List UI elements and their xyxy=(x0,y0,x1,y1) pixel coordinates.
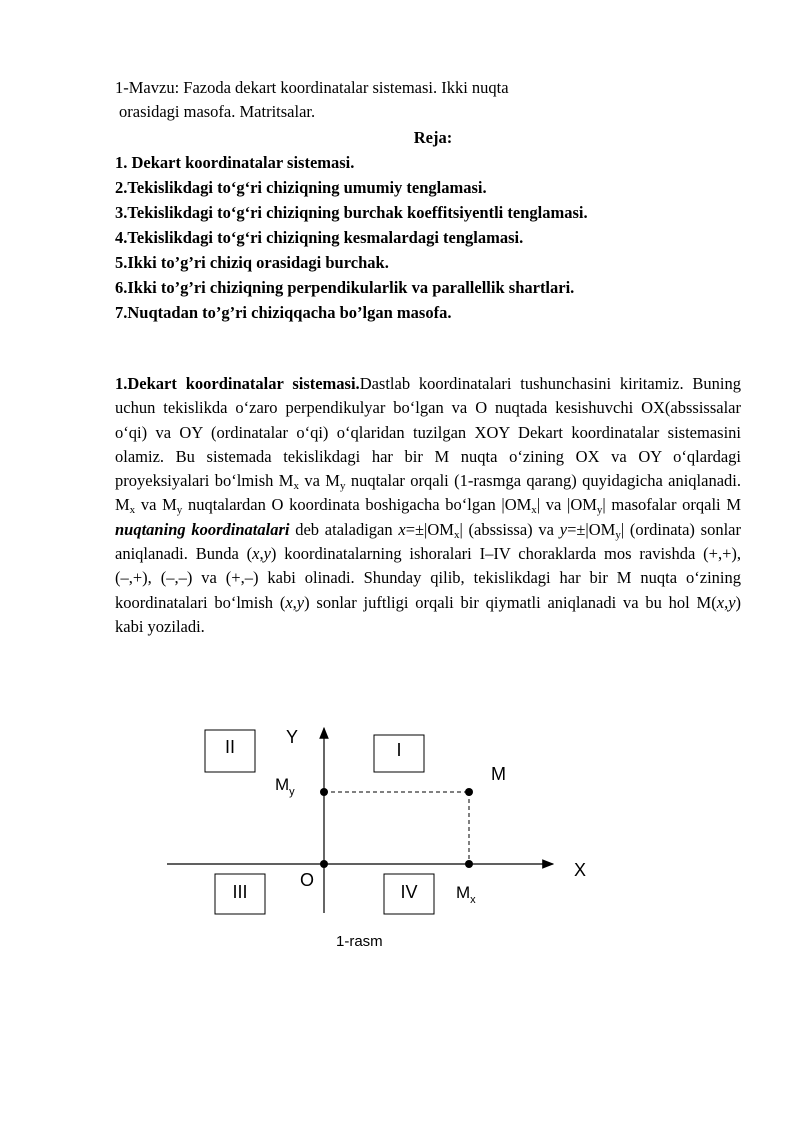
plan-item: 2.Tekislikdagi to‘g‘ri chiziqning umumiy tenglamasi. xyxy=(115,178,487,197)
plan-item: 6.Ikki to’g’ri chiziqning perpendikularlik va parallellik shartlari. xyxy=(115,278,575,297)
coordinate-figure xyxy=(0,700,800,960)
section-heading: 1.Dekart koordinatalar sistemasi. xyxy=(115,374,360,393)
key-term: nuqtaning koordinatalari xyxy=(115,519,290,539)
section-paragraph: 1.Dekart koordinatalar sistemasi.Dastlab koordinatalari tushunchasini kiritamiz. Buning uchun tekislikda o‘zaro perpendikulyar bo‘lgan va O nuqtada kesishuvchi OX(abssissalar o‘qi) va OY (ordinatalar o‘qi) o‘qlaridan tuzilgan XOY Dekart koordinatalar sistemasini olamiz. Bu sistemada tekislikdagi har bir M nuqta o‘zining OX va OY o‘qlardagi proyeksiyalari bo‘lmish $M_x$ va $M_y$ nuqtalar orqali (1-rasmga qarang) quyidagicha aniqlanadi. $M_x$ va $M_y$ nuqtalardan O koordinata boshigacha bo‘lgan $|OM_x|$ va $|OM_y|$ masofalar orqali M nuqtaning koordinatalari deb ataladigan $x=\pm|OM_x|$ (abssissa) va $y=\pm|OM_y|$ (ordinata) sonlar aniqlanadi. Bunda (x,y) koordinatalarning ishoralari I–IV choraklarda mos ravishda (+,+), (–,+), (–,–) va (+,–) kabi olinadi. Shunday qilib, tekislikdagi har bir M nuqta o‘zining koordinatalari bo‘lmish (x,y) sonlar juftligi orqali bir qiymatli aniqlanadi va bu hol M(x,y) kabi yoziladi. xyxy=(115,374,742,636)
quadrant-label-iii: III xyxy=(232,882,248,902)
figure-caption: 1-rasm xyxy=(336,933,383,950)
plan-item: 5.Ikki to’g’ri chiziq orasidagi burchak. xyxy=(115,253,389,272)
origin-label: O xyxy=(300,870,315,890)
point-mx-label: $M_x$ xyxy=(456,883,476,906)
point-m-label: M xyxy=(491,764,506,784)
point-my-label: $M_y$ xyxy=(275,775,295,798)
plan-item: 3.Tekislikdagi to‘g‘ri chiziqning burchak koeffitsiyentli tenglamasi. xyxy=(115,203,588,222)
plan-item: 1. Dekart koordinatalar sistemasi. xyxy=(115,153,355,172)
topic-title-line2: orasidagi masofa. Matritsalar. xyxy=(119,102,316,121)
plan-title: Reja: xyxy=(413,128,453,147)
x-axis-label: X xyxy=(574,860,587,880)
point-m xyxy=(465,788,473,796)
origin-point xyxy=(320,860,328,868)
point-mx xyxy=(465,860,473,868)
quadrant-label-i: I xyxy=(396,740,402,760)
plan-item: 7.Nuqtadan to’g’ri chiziqqacha bo’lgan masofa. xyxy=(115,303,452,322)
plan-item: 4.Tekislikdagi to‘g‘ri chiziqning kesmalardagi tenglamasi. xyxy=(115,228,524,247)
quadrant-label-iv: IV xyxy=(400,882,418,902)
quadrant-label-ii: II xyxy=(224,737,236,757)
topic-title-line1: 1-Mavzu: Fazoda dekart koordinatalar sistemasi. Ikki nuqta xyxy=(115,78,509,97)
point-my xyxy=(320,788,328,796)
y-axis-label: Y xyxy=(286,727,299,747)
